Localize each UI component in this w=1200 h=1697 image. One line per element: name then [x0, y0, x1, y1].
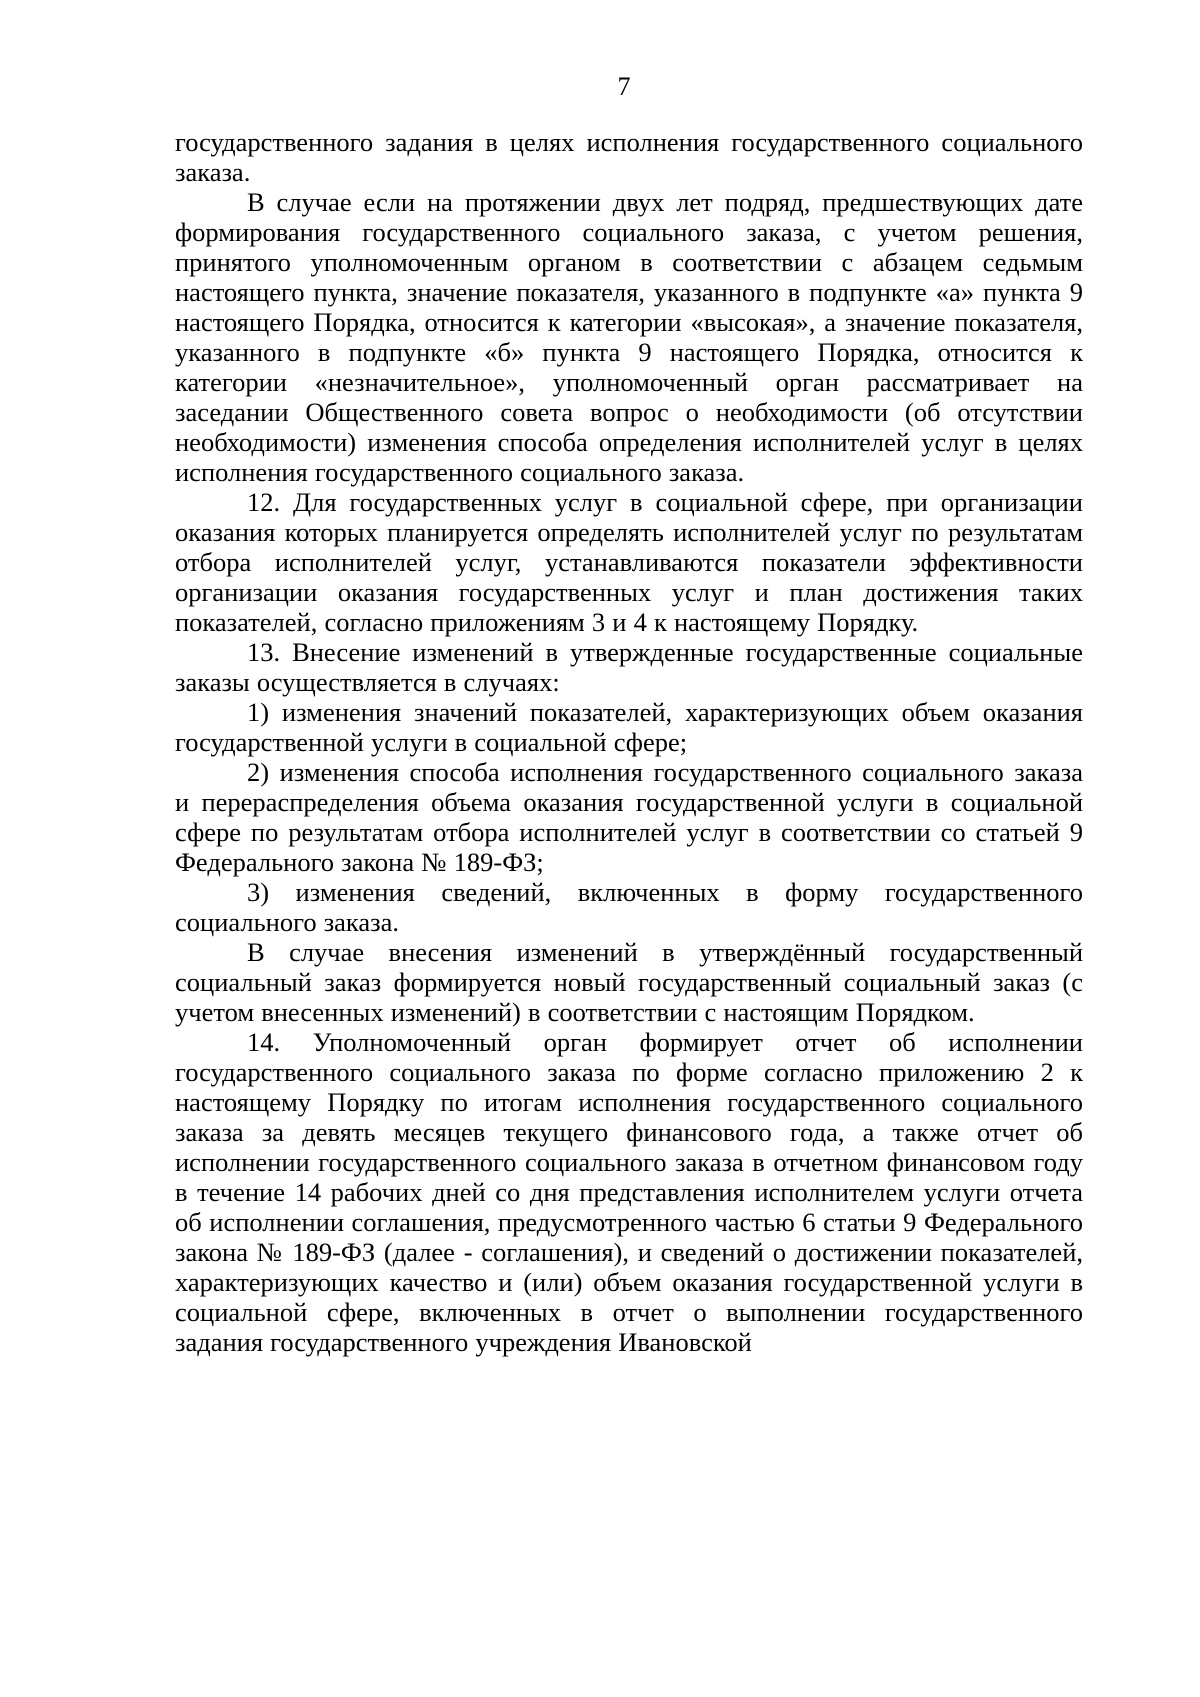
paragraph-item-13: 13. Внесение изменений в утвержденные государственные социальные заказы осуществляется в случаях: [175, 637, 1083, 697]
paragraph-subitem-1: 1) изменения значений показателей, характеризующих объем оказания государственной услуги в социальной сфере; [175, 697, 1083, 757]
paragraph-item-14: 14. Уполномоченный орган формирует отчет об исполнении государственного социального заказа по форме согласно приложению 2 к настоящему Порядку по итогам исполнения государственного социального заказа за девять месяцев текущего финансового года, а также отчет об исполнении государственного социального заказа в отчетном финансовом году в течение 14 рабочих дней со дня представления исполнителем услуги отчета об исполнении соглашения, предусмотренного частью 6 статьи 9 Федерального закона № 189-ФЗ (далее - соглашения), и сведений о достижении показателей, характеризующих качество и (или) объем оказания государственной услуги в социальной сфере, включенных в отчет о выполнении государственного задания государственного учреждения Ивановской [175, 1027, 1083, 1357]
page-number: 7 [617, 72, 631, 101]
paragraph-subitem-2: 2) изменения способа исполнения государственного социального заказа и перераспределения объема оказания государственной услуги в социальной сфере по результатам отбора исполнителей услуг в соответствии со статьей 9 Федерального закона № 189-ФЗ; [175, 757, 1083, 877]
paragraph-continuation: государственного задания в целях исполнения государственного социального заказа. [175, 127, 1083, 187]
paragraph-item-12: 12. Для государственных услуг в социальной сфере, при организации оказания которых планируется определять исполнителей услуг по результатам отбора исполнителей услуг, устанавливаются показатели эффективности организации оказания государственных услуг и план достижения таких показателей, согласно приложениям 3 и 4 к настоящему Порядку. [175, 487, 1083, 637]
paragraph-new-order-formation: В случае внесения изменений в утверждённый государственный социальный заказ формируется новый государственный социальный заказ (с учетом внесенных изменений) в соответствии с настоящим Порядком. [175, 937, 1083, 1027]
paragraph-two-year-condition: В случае если на протяжении двух лет подряд, предшествующих дате формирования государственного социального заказа, с учетом решения, принятого уполномоченным органом в соответствии с абзацем седьмым настоящего пункта, значение показателя, указанного в подпункте «а» пункта 9 настоящего Порядка, относится к категории «высокая», а значение показателя, указанного в подпункте «б» пункта 9 настоящего Порядка, относится к категории «незначительное», уполномоченный орган рассматривает на заседании Общественного совета вопрос о необходимости (об отсутствии необходимости) изменения способа определения исполнителей услуг в целях исполнения государственного социального заказа. [175, 187, 1083, 487]
document-body [175, 127, 1083, 1357]
paragraph-subitem-3: 3) изменения сведений, включенных в форму государственного социального заказа. [175, 877, 1083, 937]
